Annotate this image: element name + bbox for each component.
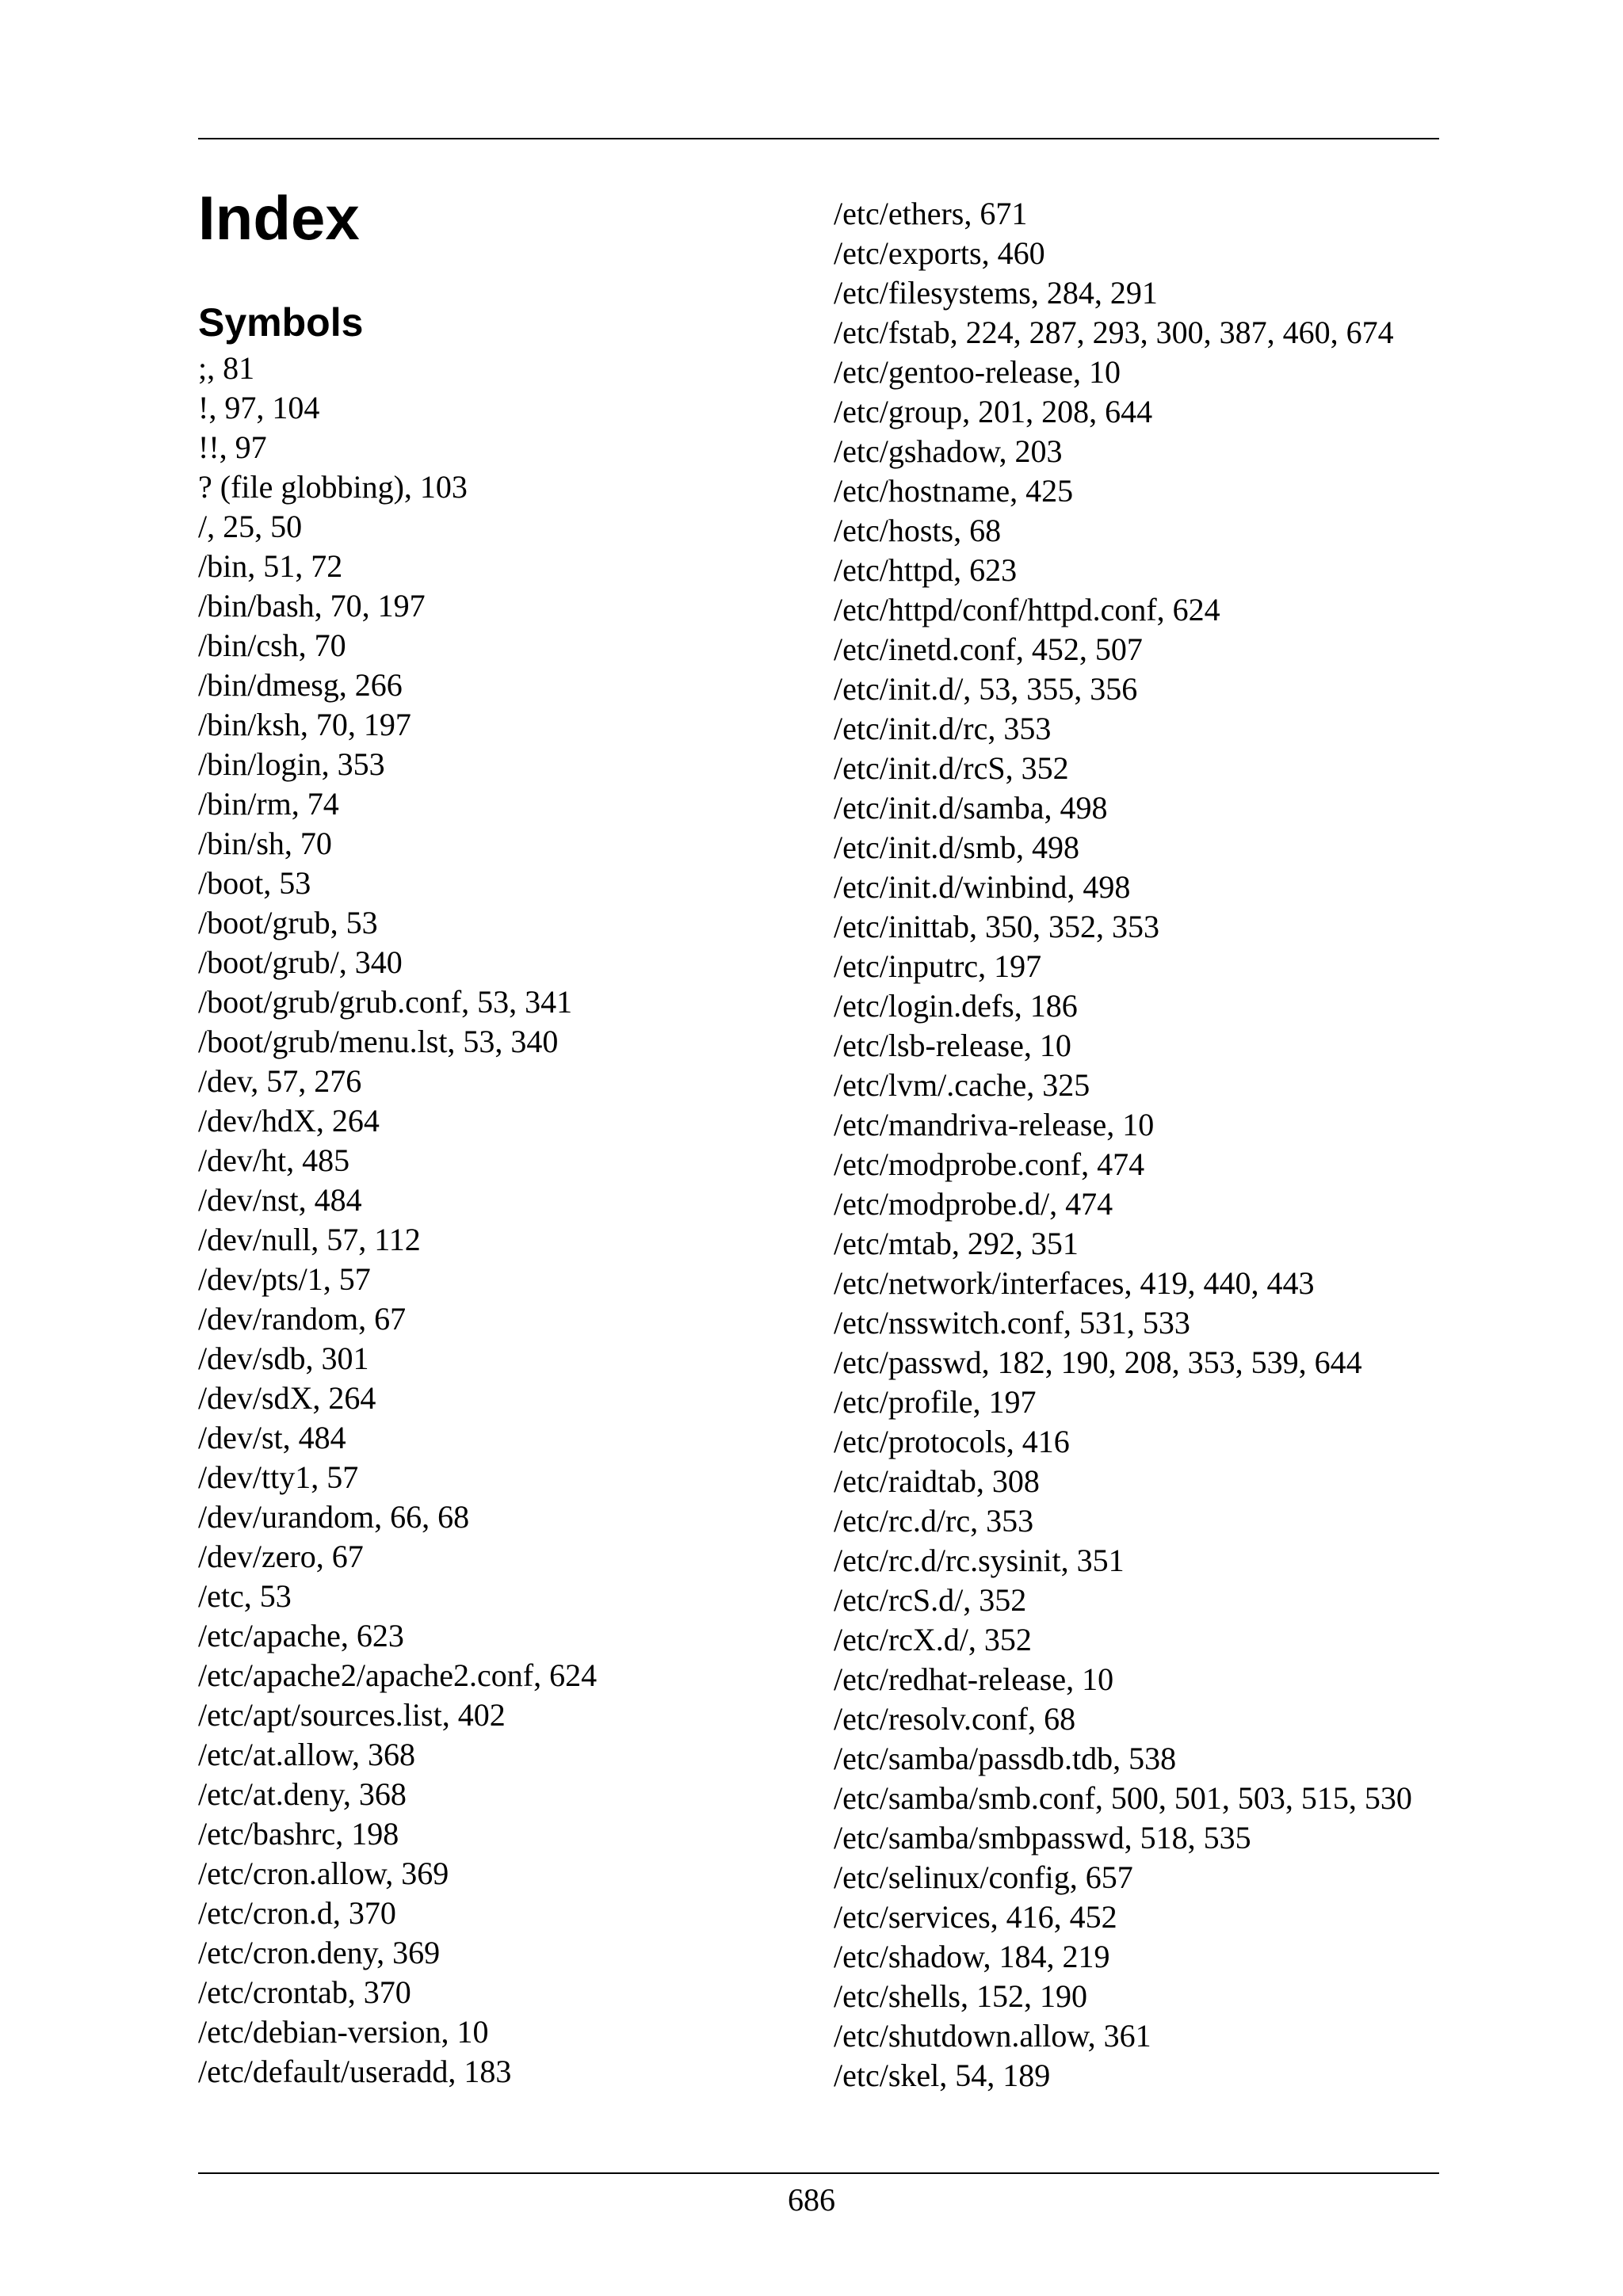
index-entry: /etc/profile, 197 bbox=[834, 1384, 1037, 1420]
header-rule bbox=[198, 138, 1439, 139]
index-entry: /etc/raidtab, 308 bbox=[834, 1463, 1040, 1499]
index-entry: /etc/init.d/rc, 353 bbox=[834, 711, 1052, 746]
index-entry: /etc/shadow, 184, 219 bbox=[834, 1939, 1110, 1974]
index-entry: /dev/urandom, 66, 68 bbox=[198, 1499, 470, 1535]
index-entry: /dev/zero, 67 bbox=[198, 1539, 364, 1574]
index-entry: /bin/csh, 70 bbox=[198, 627, 346, 663]
index-entry: /etc/shutdown.allow, 361 bbox=[834, 2018, 1151, 2054]
index-entry: /etc/samba/smb.conf, 500, 501, 503, 515, 530 bbox=[834, 1780, 1412, 1816]
index-entry: /etc/protocols, 416 bbox=[834, 1424, 1070, 1459]
index-entry: /etc/services, 416, 452 bbox=[834, 1899, 1117, 1935]
index-entry: /etc/ethers, 671 bbox=[834, 196, 1028, 231]
index-entry: !, 97, 104 bbox=[198, 390, 320, 425]
index-entry: /dev/random, 67 bbox=[198, 1301, 407, 1337]
index-entry: /etc/group, 201, 208, 644 bbox=[834, 394, 1153, 429]
index-entry: /bin/rm, 74 bbox=[198, 786, 339, 822]
index-entry: /etc/resolv.conf, 68 bbox=[834, 1701, 1076, 1737]
index-entry: /etc/hosts, 68 bbox=[834, 513, 1002, 548]
index-entry: /etc/rc.d/rc, 353 bbox=[834, 1503, 1034, 1539]
index-entry: /etc/apt/sources.list, 402 bbox=[198, 1697, 506, 1733]
index-entry: /etc/apache, 623 bbox=[198, 1618, 404, 1653]
index-entry: /etc/hostname, 425 bbox=[834, 473, 1074, 509]
index-entry: /dev/pts/1, 57 bbox=[198, 1261, 371, 1297]
index-entry: /dev/sdX, 264 bbox=[198, 1380, 376, 1416]
index-entry: /etc/init.d/rcS, 352 bbox=[834, 750, 1069, 786]
index-entry: /etc/cron.d, 370 bbox=[198, 1895, 396, 1931]
index-entry: /etc/passwd, 182, 190, 208, 353, 539, 644 bbox=[834, 1344, 1362, 1380]
index-entry: /etc, 53 bbox=[198, 1578, 292, 1614]
index-entry: /etc/cron.allow, 369 bbox=[198, 1855, 449, 1891]
page-number: 686 bbox=[788, 2182, 835, 2218]
index-entry: /dev/sdb, 301 bbox=[198, 1341, 369, 1376]
index-entry: /etc/gentoo-release, 10 bbox=[834, 354, 1121, 390]
index-entry: /etc/inetd.conf, 452, 507 bbox=[834, 631, 1143, 667]
index-entry: /etc/skel, 54, 189 bbox=[834, 2058, 1051, 2093]
index-entry: /bin/bash, 70, 197 bbox=[198, 588, 426, 624]
index-entry: /etc/lvm/.cache, 325 bbox=[834, 1067, 1090, 1103]
index-entry: ? (file globbing), 103 bbox=[198, 469, 468, 505]
index-entry: /etc/samba/smbpasswd, 518, 535 bbox=[834, 1820, 1251, 1855]
index-entry: /etc/crontab, 370 bbox=[198, 1974, 411, 2010]
index-entry: /etc/fstab, 224, 287, 293, 300, 387, 460, 674 bbox=[834, 315, 1394, 350]
index-entry: /boot/grub, 53 bbox=[198, 905, 378, 940]
index-entry: ;, 81 bbox=[198, 350, 255, 386]
index-entry: /etc/inputrc, 197 bbox=[834, 948, 1042, 984]
index-entry: /etc/gshadow, 203 bbox=[834, 433, 1063, 469]
index-entry: /etc/apache2/apache2.conf, 624 bbox=[198, 1657, 598, 1693]
index-entry: /etc/default/useradd, 183 bbox=[198, 2054, 512, 2089]
index-entry: /, 25, 50 bbox=[198, 509, 303, 544]
index-entry: /dev/nst, 484 bbox=[198, 1182, 362, 1218]
index-entry: /bin/sh, 70 bbox=[198, 826, 332, 861]
index-entry: /etc/rcX.d/, 352 bbox=[834, 1622, 1032, 1657]
index-entry: /etc/mtab, 292, 351 bbox=[834, 1226, 1079, 1261]
index-entry: /boot/grub/grub.conf, 53, 341 bbox=[198, 984, 573, 1020]
index-entry: /etc/at.deny, 368 bbox=[198, 1776, 407, 1812]
index-entry: /dev/st, 484 bbox=[198, 1420, 346, 1455]
index-entry: /dev/null, 57, 112 bbox=[198, 1222, 421, 1257]
section-title-symbols: Symbols bbox=[198, 300, 364, 345]
index-entry: /etc/login.defs, 186 bbox=[834, 988, 1078, 1024]
index-entry: /etc/bashrc, 198 bbox=[198, 1816, 399, 1852]
index-entry: /etc/at.allow, 368 bbox=[198, 1737, 415, 1772]
index-entry: /etc/samba/passdb.tdb, 538 bbox=[834, 1741, 1177, 1776]
index-column-left bbox=[198, 349, 597, 2092]
index-entry: /etc/filesystems, 284, 291 bbox=[834, 275, 1158, 311]
index-entry: /etc/init.d/, 53, 355, 356 bbox=[834, 671, 1138, 707]
index-entry: /etc/modprobe.conf, 474 bbox=[834, 1146, 1145, 1182]
index-title: Index bbox=[198, 183, 360, 253]
index-entry: /etc/httpd, 623 bbox=[834, 552, 1018, 588]
index-column-right bbox=[834, 194, 1412, 2096]
index-entry: /dev/ht, 485 bbox=[198, 1142, 350, 1178]
index-entry: /bin, 51, 72 bbox=[198, 548, 343, 584]
index-entry: /etc/network/interfaces, 419, 440, 443 bbox=[834, 1265, 1315, 1301]
index-entry: /etc/rc.d/rc.sysinit, 351 bbox=[834, 1543, 1125, 1578]
index-entry: /etc/cron.deny, 369 bbox=[198, 1935, 441, 1970]
index-entry: /etc/init.d/smb, 498 bbox=[834, 830, 1079, 865]
footer-rule bbox=[198, 2172, 1439, 2174]
index-entry: /dev/tty1, 57 bbox=[198, 1459, 359, 1495]
index-entry: /etc/redhat-release, 10 bbox=[834, 1661, 1114, 1697]
index-entry: /etc/modprobe.d/, 474 bbox=[834, 1186, 1113, 1222]
index-entry: /etc/init.d/samba, 498 bbox=[834, 790, 1108, 826]
index-entry: /etc/selinux/config, 657 bbox=[834, 1859, 1133, 1895]
index-entry: /etc/lsb-release, 10 bbox=[834, 1028, 1071, 1063]
index-entry: /etc/rcS.d/, 352 bbox=[834, 1582, 1027, 1618]
index-entry: /etc/nsswitch.conf, 531, 533 bbox=[834, 1305, 1190, 1341]
index-entry: /etc/mandriva-release, 10 bbox=[834, 1107, 1155, 1142]
index-entry: !!, 97 bbox=[198, 429, 267, 465]
index-entry: /dev/hdX, 264 bbox=[198, 1103, 380, 1138]
index-entry: /boot, 53 bbox=[198, 865, 311, 901]
index-entry: /dev, 57, 276 bbox=[198, 1063, 362, 1099]
index-entry: /etc/httpd/conf/httpd.conf, 624 bbox=[834, 592, 1220, 627]
index-entry: /bin/dmesg, 266 bbox=[198, 667, 403, 703]
index-entry: /bin/ksh, 70, 197 bbox=[198, 707, 411, 742]
index-entry: /etc/debian-version, 10 bbox=[198, 2014, 489, 2050]
index-entry: /boot/grub/, 340 bbox=[198, 944, 403, 980]
index-entry: /boot/grub/menu.lst, 53, 340 bbox=[198, 1024, 559, 1059]
index-entry: /etc/init.d/winbind, 498 bbox=[834, 869, 1131, 905]
index-entry: /etc/inittab, 350, 352, 353 bbox=[834, 909, 1160, 944]
index-entry: /etc/exports, 460 bbox=[834, 235, 1045, 271]
index-entry: /etc/shells, 152, 190 bbox=[834, 1978, 1087, 2014]
index-entry: /bin/login, 353 bbox=[198, 746, 385, 782]
